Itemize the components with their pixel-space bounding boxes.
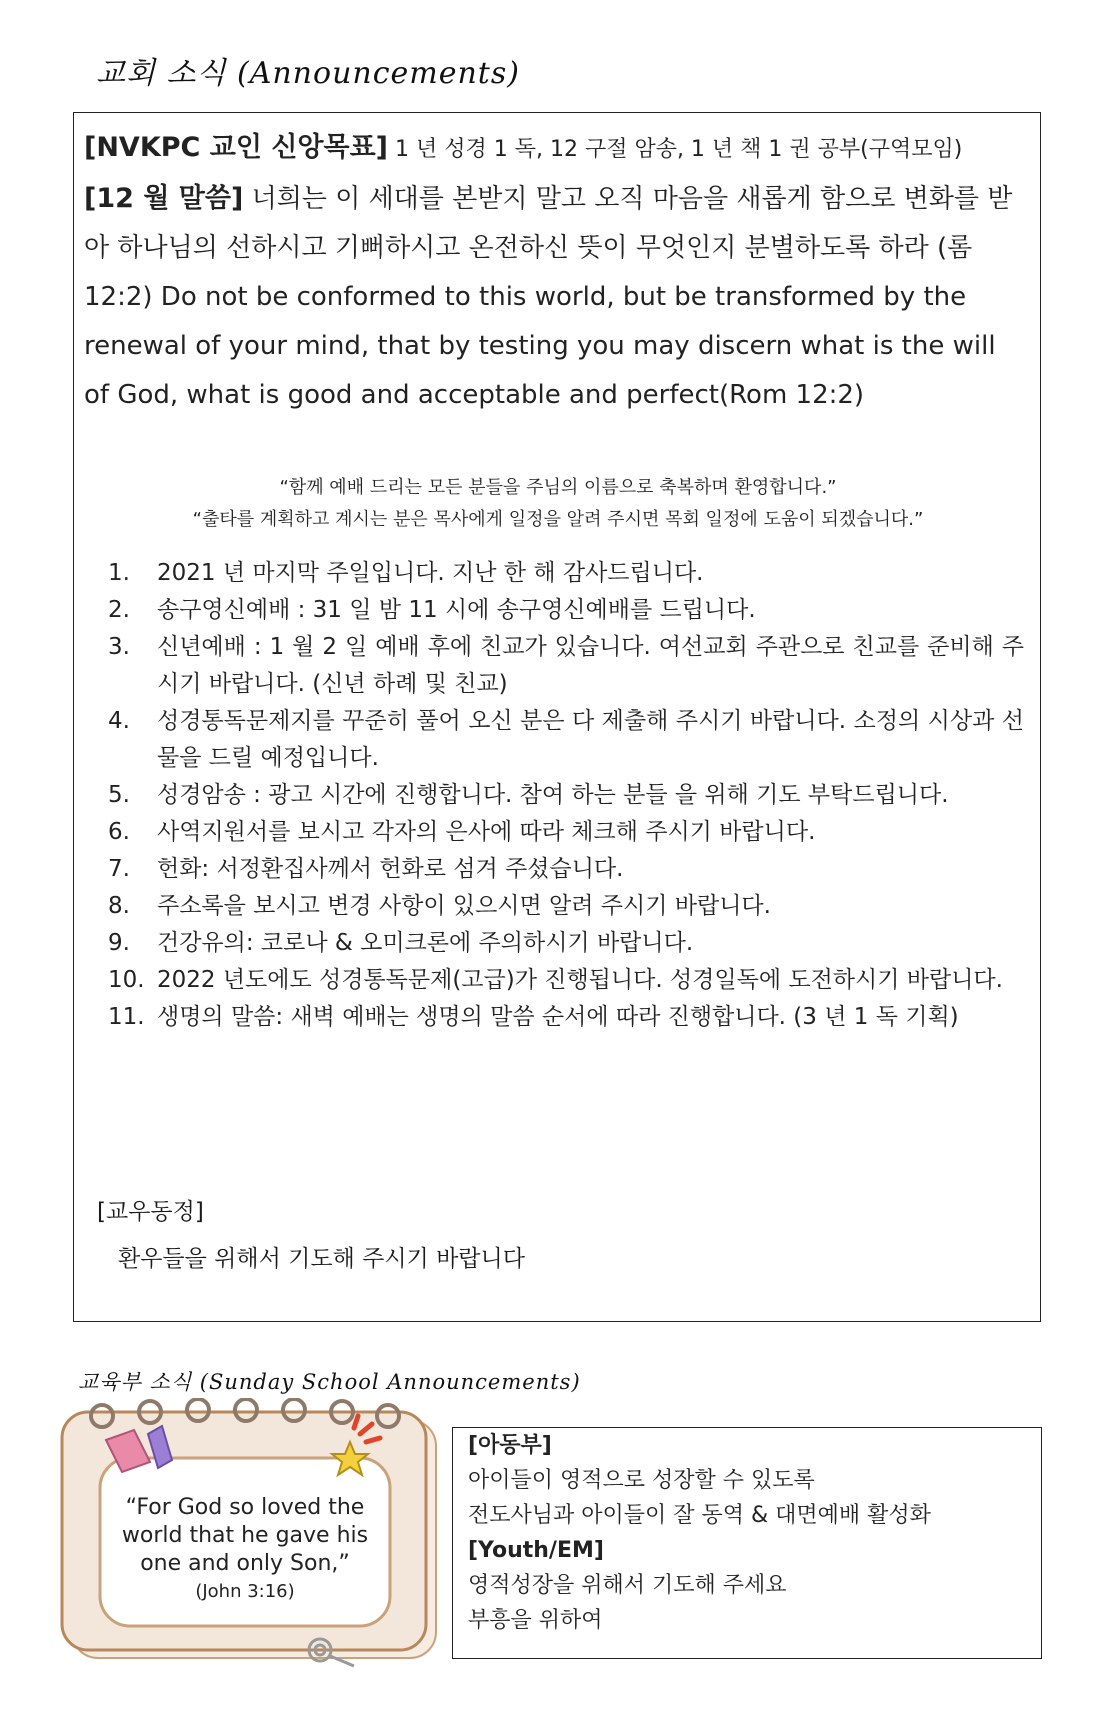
faith-goals-label: [NVKPC 교인 신앙목표] — [84, 132, 388, 163]
list-item — [84, 703, 1024, 777]
john-verse — [100, 1494, 390, 1606]
list-item — [84, 851, 1024, 888]
item-text: 성경통독문제지를 꾸준히 풀어 오신 분은 다 제출해 주시기 바랍니다. 소정의 시상과 선물을 드릴 예정입니다. — [157, 708, 1024, 771]
monthly-verse — [84, 174, 1028, 420]
item-number: 10. — [108, 967, 145, 993]
announcement-list — [84, 555, 1024, 1036]
prayer-text: 환우들을 위해서 기도해 주시기 바랍니다 — [118, 1246, 525, 1272]
goals-and-verse — [84, 123, 1028, 420]
youth-line: 부흥을 위하여 — [468, 1608, 603, 1633]
list-item — [84, 962, 1024, 999]
item-text: 건강유의: 코로나 & 오미크론에 주의하시기 바랍니다. — [157, 930, 694, 956]
item-text: 주소록을 보시고 변경 사항이 있으시면 알려 주시기 바랍니다. — [157, 893, 771, 919]
list-item — [84, 592, 1024, 629]
list-item — [84, 629, 1024, 703]
verse-reference: (John 3:16) — [195, 1581, 295, 1602]
item-number: 5. — [108, 782, 130, 808]
item-number: 7. — [108, 856, 130, 882]
item-text: 2022 년도에도 성경통독문제(고급)가 진행됩니다. 성경일독에 도전하시기 바랍니다. — [157, 967, 1003, 993]
sunday-school-box — [452, 1427, 1042, 1659]
faith-goals-text: 1 년 성경 1 독, 12 구절 암송, 1 년 책 1 권 공부(구역모임) — [388, 137, 963, 162]
children-line: 아이들이 영적으로 성장할 수 있도록 — [468, 1468, 815, 1493]
item-number: 6. — [108, 819, 130, 845]
prayer-heading: [교우동정] — [97, 1199, 204, 1225]
list-item — [84, 925, 1024, 962]
item-number: 8. — [108, 893, 130, 919]
item-text: 신년예배 : 1 월 2 일 예배 후에 친교가 있습니다. 여선교회 주관으로 친교를 준비해 주시기 바랍니다. (신년 하례 및 친교) — [157, 634, 1024, 697]
verse-line: one and only Son,” — [140, 1551, 350, 1576]
item-text: 사역지원서를 보시고 각자의 은사에 따라 체크해 주시기 바랍니다. — [157, 819, 816, 845]
list-item — [84, 814, 1024, 851]
item-text: 헌화: 서정환집사께서 헌화로 섬겨 주셨습니다. — [157, 856, 624, 882]
item-number: 1. — [108, 560, 130, 586]
youth-heading: [Youth/EM] — [468, 1538, 604, 1563]
monthly-verse-text: 너희는 이 세대를 본받지 말고 오직 마음을 새롭게 함으로 변화를 받아 하나님의 선하시고 기뻐하시고 온전하신 뜻이 무엇인지 분별하도록 하라 (롬 12:2) Do not be conformed to this world, but be transformed by the renewal of your mind, that by testing you may discern what is the will of God, what is good and acceptable and perfect(Rom 12:2) — [84, 184, 1013, 410]
children-heading: [아동부] — [468, 1433, 552, 1458]
verse-line: “For God so loved the — [125, 1495, 365, 1520]
verse-line: world that he gave his — [121, 1523, 369, 1548]
item-text: 생명의 말씀: 새벽 예배는 생명의 말씀 순서에 따라 진행합니다. (3 년 1 독 기획) — [157, 1004, 959, 1030]
welcome-line-2: “출타를 계획하고 계시는 분은 목사에게 일정을 알려 주시면 목회 일정에 도움이 되겠습니다.” — [192, 509, 924, 530]
list-item — [84, 555, 1024, 592]
item-number: 11. — [108, 1004, 145, 1030]
item-number: 3. — [108, 634, 130, 660]
item-text: 2021 년 마지막 주일입니다. 지난 한 해 감사드립니다. — [157, 560, 704, 586]
children-line: 전도사님과 아이들이 잘 동역 & 대면예배 활성화 — [468, 1503, 931, 1528]
welcome-line-1: “함께 예배 드리는 모든 분들을 주님의 이름으로 축복하며 환영합니다.” — [279, 477, 837, 498]
item-number: 4. — [108, 708, 130, 734]
item-number: 9. — [108, 930, 130, 956]
youth-line: 영적성장을 위해서 기도해 주세요 — [468, 1573, 787, 1598]
announcements-box — [73, 112, 1041, 1322]
item-number: 2. — [108, 597, 130, 623]
monthly-verse-label: [12 월 말씀] — [84, 183, 244, 214]
list-item — [84, 888, 1024, 925]
sunday-school-title: 교육부 소식 (Sunday School Announcements) — [78, 1370, 581, 1394]
item-text: 송구영신예배 : 31 일 밤 11 시에 송구영신예배를 드립니다. — [157, 597, 756, 623]
list-item — [84, 999, 1024, 1036]
list-item — [84, 777, 1024, 814]
faith-goals — [84, 123, 1028, 174]
item-text: 성경암송 : 광고 시간에 진행합니다. 참여 하는 분들 을 위해 기도 부탁드립니다. — [157, 782, 949, 808]
announcements-title: 교회 소식 (Announcements) — [96, 56, 520, 91]
